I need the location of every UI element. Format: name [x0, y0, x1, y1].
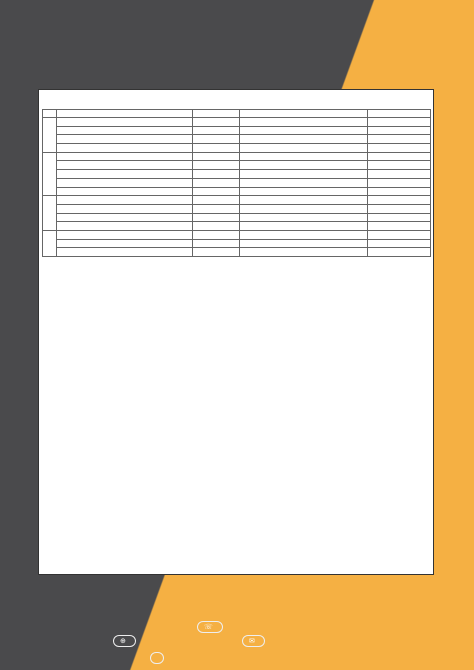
- age-a: [193, 248, 240, 257]
- table-row: [43, 135, 431, 144]
- table-row: [43, 222, 431, 231]
- class-b: [240, 161, 368, 170]
- day-label: [43, 118, 57, 153]
- email-pill[interactable]: [242, 635, 265, 647]
- class-a: [57, 135, 193, 144]
- class-a: [57, 196, 193, 205]
- header-studio-b: [240, 110, 368, 118]
- table-row: [43, 248, 431, 257]
- age-b: [368, 161, 431, 170]
- table-row: [43, 126, 431, 135]
- age-b: [368, 144, 431, 153]
- age-a: [193, 144, 240, 153]
- email-icon: ✉: [249, 637, 255, 645]
- day-label: [43, 152, 57, 195]
- age-b: [368, 170, 431, 179]
- header-age-b: [368, 110, 431, 118]
- age-a: [193, 239, 240, 248]
- table-row: [43, 204, 431, 213]
- table-row: [43, 161, 431, 170]
- age-b: [368, 248, 431, 257]
- day-label: [43, 196, 57, 231]
- age-b: [368, 178, 431, 187]
- age-a: [193, 118, 240, 127]
- class-a: [57, 178, 193, 187]
- header-age-a: [193, 110, 240, 118]
- age-b: [368, 230, 431, 239]
- class-b: [240, 126, 368, 135]
- class-a: [57, 126, 193, 135]
- class-b: [240, 135, 368, 144]
- class-b: [240, 204, 368, 213]
- table-row: [43, 170, 431, 179]
- header-studio-a: [57, 110, 193, 118]
- age-b: [368, 126, 431, 135]
- age-b: [368, 204, 431, 213]
- schedule-sheet: [38, 89, 434, 575]
- table-row: [43, 230, 431, 239]
- table-row: [43, 178, 431, 187]
- globe-icon: ⊕: [120, 637, 126, 645]
- age-a: [193, 204, 240, 213]
- table-row: [43, 213, 431, 222]
- table-row: [43, 239, 431, 248]
- class-b: [240, 118, 368, 127]
- age-b: [368, 239, 431, 248]
- age-a: [193, 170, 240, 179]
- table-header-row: [43, 110, 431, 118]
- phone-icon: ☏: [204, 623, 213, 631]
- class-b: [240, 170, 368, 179]
- age-b: [368, 135, 431, 144]
- class-b: [240, 178, 368, 187]
- class-b: [240, 239, 368, 248]
- age-b: [368, 118, 431, 127]
- class-a: [57, 152, 193, 161]
- class-a: [57, 144, 193, 153]
- class-b: [240, 248, 368, 257]
- schedule-period: [39, 90, 433, 108]
- day-label: [43, 230, 57, 256]
- age-b: [368, 196, 431, 205]
- table-row: [43, 144, 431, 153]
- phone-pill[interactable]: [197, 621, 223, 633]
- age-b: [368, 213, 431, 222]
- age-a: [193, 161, 240, 170]
- age-a: [193, 196, 240, 205]
- website-pill[interactable]: [113, 635, 136, 647]
- table-row: [43, 118, 431, 127]
- class-a: [57, 170, 193, 179]
- class-b: [240, 196, 368, 205]
- schedule-table: [42, 109, 431, 257]
- table-row: [43, 196, 431, 205]
- age-b: [368, 222, 431, 231]
- table-row: [43, 152, 431, 161]
- class-a: [57, 161, 193, 170]
- class-b: [240, 144, 368, 153]
- age-b: [368, 187, 431, 196]
- class-a: [57, 239, 193, 248]
- age-a: [193, 222, 240, 231]
- age-a: [193, 152, 240, 161]
- class-a: [57, 187, 193, 196]
- class-a: [57, 248, 193, 257]
- header-day: [43, 110, 57, 118]
- table-row: [43, 187, 431, 196]
- age-a: [193, 135, 240, 144]
- age-b: [368, 152, 431, 161]
- age-a: [193, 187, 240, 196]
- class-b: [240, 230, 368, 239]
- class-a: [57, 230, 193, 239]
- age-a: [193, 213, 240, 222]
- age-a: [193, 178, 240, 187]
- age-a: [193, 126, 240, 135]
- class-a: [57, 204, 193, 213]
- age-a: [193, 230, 240, 239]
- class-b: [240, 152, 368, 161]
- class-a: [57, 213, 193, 222]
- class-b: [240, 187, 368, 196]
- address-pill: [150, 652, 164, 664]
- class-a: [57, 222, 193, 231]
- class-b: [240, 213, 368, 222]
- class-a: [57, 118, 193, 127]
- class-b: [240, 222, 368, 231]
